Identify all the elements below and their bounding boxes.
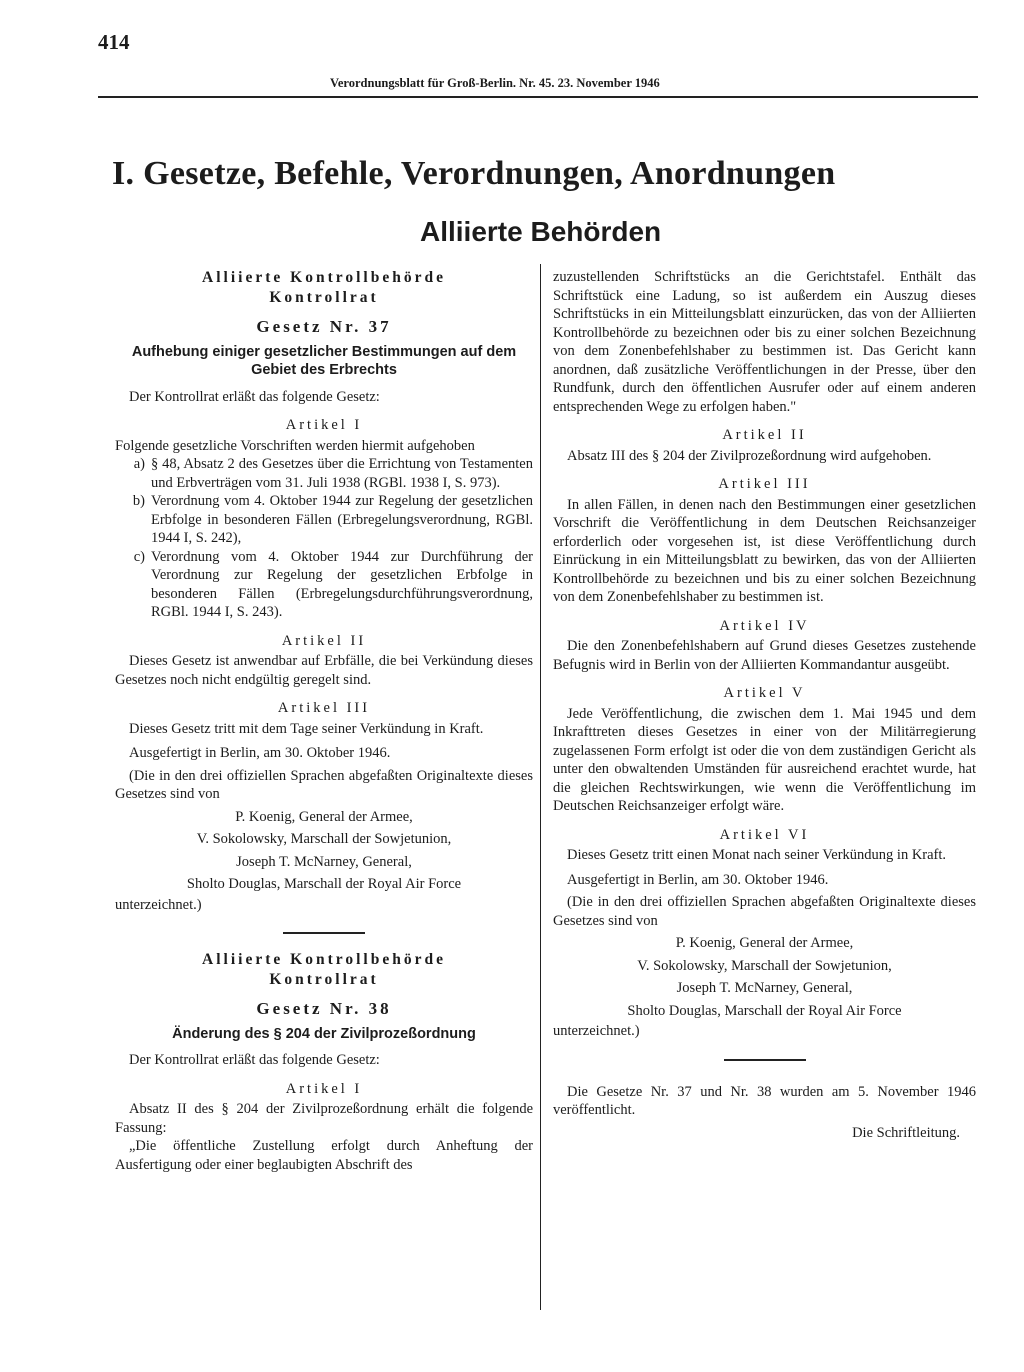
law38-article-6-text: Dieses Gesetz tritt einen Monat nach seiner Verkündung in Kraft. [567, 847, 947, 863]
law38-article-6-heading: Artikel VI [719, 826, 810, 843]
law37-article-1-heading: Artikel I [285, 417, 363, 433]
law37-signatory: P. Koenig, General der Armee, [235, 808, 413, 825]
law38-executed: Ausgefertigt in Berlin, am 30. Oktober 1946. [567, 871, 829, 888]
left-column [115, 268, 533, 1174]
law37-article-2-text: Dieses Gesetz ist anwendbar auf Erbfälle, die bei Verkündung dieses Gesetzes noch nicht endgültig geregelt sind. [115, 653, 533, 688]
law37-subject: Aufhebung einiger gesetzlicher Bestimmungen auf dem Gebiet des Erbrechts [131, 343, 517, 378]
law37-repealed-list [115, 455, 533, 622]
law38-intro: Der Kontrollrat erläßt das folgende Gesetz: [129, 1052, 380, 1068]
law38-article-4-heading: Artikel IV [719, 617, 810, 634]
editorial-signoff: Die Schriftleitung. [852, 1124, 960, 1141]
law38-signatory: P. Koenig, General der Armee, [675, 935, 854, 951]
law38-subject: Änderung des § 204 der Zivilprozeßordnung [172, 1025, 476, 1042]
law37-signatory: Sholto Douglas, Marschall der Royal Air Force [186, 876, 462, 892]
law38-article-1-heading: Artikel I [285, 1080, 363, 1097]
law37-article-1-text: Folgende gesetzliche Vorschriften werden hiermit aufgehoben [115, 437, 475, 454]
list-item-label: a) [133, 456, 145, 472]
law38-article-3-text: In allen Fällen, in denen nach den Bestimmungen einer gesetzlichen Vorschrift die Veröffentlichung in dem Deutschen Reichsanzeiger erforderlich oder vorgesehen ist, ist diese Veröffentlichung durch Einrückung in ein Mitteilungsblatt zu bewirken, das von der Alliierten Kontrollbehörde zu bezeichnen und bis zu einer solchen Bezeichnung von dem Zonenbefehlshaber zu bestimmen ist. [553, 496, 976, 605]
law38-quote-start: „Die öffentliche Zustellung erfolgt durch Anheftung der Ausfertigung oder einer beglaubigten Abschrift des [115, 1138, 533, 1173]
list-item-text: Verordnung vom 4. Oktober 1944 zur Durchführung der Verordnung zur Regelung der gesetzlichen Erbfolge in besonderen Fällen (Erbregelungsdurchführungsverordnung, RGBl. 1944 I, S. 243). [151, 548, 533, 620]
law38-signatory: Sholto Douglas, Marschall der Royal Air Force [627, 1002, 902, 1019]
law38-signatory: V. Sokolowsky, Marschall der Sowjetunion, [637, 957, 892, 974]
section-separator [283, 932, 365, 934]
law38-article-5-heading: Artikel V [723, 685, 806, 701]
law38-article-4-text: Die den Zonenbefehlshabern auf Grund dieses Gesetzes zustehende Befugnis wird in Berlin von der Alliierten Kommandantur ausgeübt. [553, 638, 976, 673]
list-item-label: c) [133, 548, 145, 565]
column-divider [540, 264, 541, 1310]
law38-article-3-heading: Artikel III [718, 476, 811, 492]
list-item [115, 548, 533, 622]
law38-authority: Alliierte Kontrollbehörde [202, 951, 446, 968]
header-rule [98, 96, 978, 98]
law37-signatory: V. Sokolowsky, Marschall der Sowjetunion, [196, 831, 452, 847]
law38-council: Kontrollrat [269, 971, 379, 988]
law38-article-5-text: Jede Veröffentlichung, die zwischen dem 1. Mai 1945 und dem Inkrafttreten dieses Gesetzes in einer von der Militärregierung zugelassenen Form erfolgt ist oder die von dem zuständigen Gericht als unter den obwaltenden Umständen für ausreichend erachtet wurde, hat die gleichen Rechtswirkungen, wie wenn die Veröffentlichung im Deutschen Reichsanzeiger erfolgt wäre. [553, 705, 976, 814]
list-item [115, 455, 533, 492]
law37-intro: Der Kontrollrat erläßt das folgende Gesetz: [129, 388, 380, 405]
list-item-text: § 48, Absatz 2 des Gesetzes über die Errichtung von Testamenten und Erbverträgen vom 31. Juli 1938 (RGBl. 1938 I, S. 973). [151, 456, 533, 491]
publication-note: Die Gesetze Nr. 37 und Nr. 38 wurden am 5. November 1946 veröffentlicht. [553, 1083, 976, 1118]
law38-article-2-heading: Artikel II [722, 427, 807, 443]
law37-number: Gesetz Nr. 37 [256, 317, 392, 336]
law38-signatory: Joseph T. McNarney, General, [676, 980, 853, 996]
law38-quote-end: zuzustellenden Schriftstücks an die Gerichtstafel. Enthält das Schriftstück eine Ladung, so ist außerdem ein Auszug dieses Schriftstücks in ein Mitteilungsblatt einzurücken, das von der Alliierten Kontrollbehörde zu bezeichnen oder bis zu einer solchen Bezeichnung von dem Zonenbefehlshaber zu bestimmen ist. Das Gericht kann anordnen, daß zusätzliche Veröffentlichungen in der Presse, über den Rundfunk, durch den öffentlichen Ausrufer oder auf einem anderen entsprechenden Wege zu erfolgen haben." [553, 269, 976, 415]
law37-languages: (Die in den drei offiziellen Sprachen abgefaßten Originaltexte dieses Gesetzes sind von [115, 767, 533, 802]
list-item-label: b) [132, 493, 145, 509]
law38-article-1-text: Absatz II des § 204 der Zivilprozeßordnung erhält die folgende Fassung: [115, 1101, 533, 1136]
section-title: Alliierte Behörden [420, 216, 662, 247]
running-head: Verordnungsblatt für Groß-Berlin. Nr. 45. 23. November 1946 [330, 76, 660, 90]
list-item [115, 492, 533, 548]
law37-signatory: Joseph T. McNarney, General, [236, 853, 412, 870]
right-column [553, 268, 976, 1142]
law37-article-2-heading: Artikel II [281, 632, 367, 649]
list-item-text: Verordnung vom 4. Oktober 1944 zur Regelung der gesetzlichen Erbfolge in besonderen Fällen (Erbregelungsverordnung, RGBl. 1944 I, S. 242), [151, 493, 533, 546]
section-separator [724, 1059, 806, 1061]
law38-article-2-text: Absatz III des § 204 der Zivilprozeßordnung wird aufgehoben. [567, 447, 932, 464]
law37-closing: unterzeichnet.) [115, 896, 202, 913]
law38-languages: (Die in den drei offiziellen Sprachen abgefaßten Originaltexte dieses Gesetzes sind von [553, 894, 976, 929]
law37-executed: Ausgefertigt in Berlin, am 30. Oktober 1946. [129, 745, 391, 761]
law37-article-3-heading: Artikel III [277, 700, 371, 716]
page-number: 414 [98, 30, 130, 54]
law38-closing: unterzeichnet.) [553, 1023, 640, 1039]
main-title: I. Gesetze, Befehle, Verordnungen, Anordnungen [112, 155, 836, 192]
law37-authority: Alliierte Kontrollbehörde [202, 269, 446, 286]
law37-council: Kontrollrat [269, 289, 379, 306]
law37-article-3-text: Dieses Gesetz tritt mit dem Tage seiner Verkündung in Kraft. [129, 720, 484, 737]
law38-number: Gesetz Nr. 38 [256, 999, 392, 1018]
